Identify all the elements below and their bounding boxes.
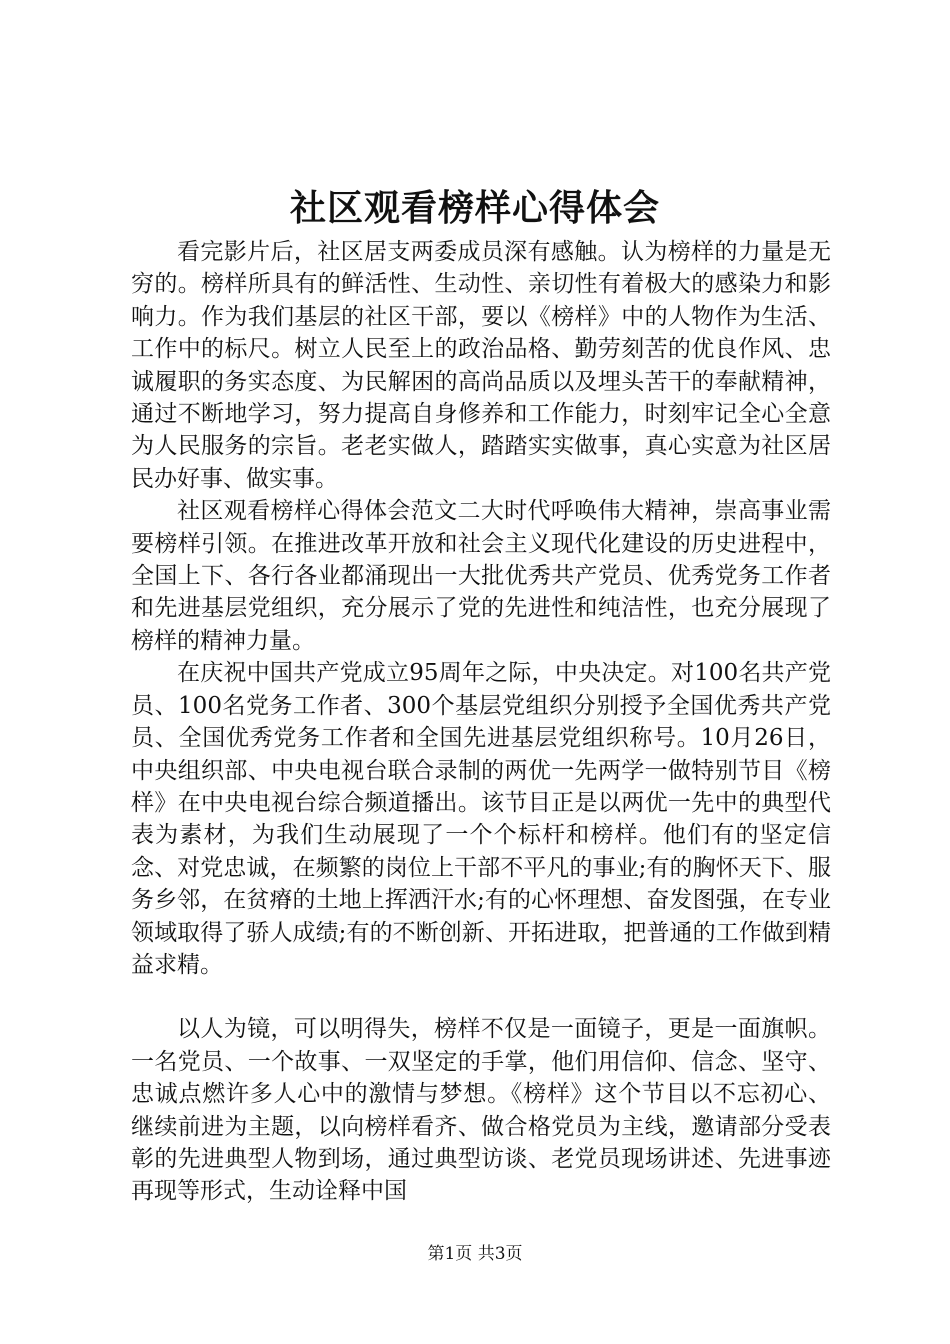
paragraph-2: 社区观看榜样心得体会范文二大时代呼唤伟大精神，崇高事业需要榜样引领。在推进改革开放和社会主义现代化建设的历史进程中，全国上下、各行各业都涌现出一大批优秀共产党员、优秀党务工作者和先进基层党组织，充分展示了党的先进性和纯洁性，也充分展现了榜样的精神力量。 xyxy=(131,498,831,654)
page-footer: 第1页 共3页 xyxy=(427,1244,523,1264)
paragraph-1: 看完影片后，社区居支两委成员深有感触。认为榜样的力量是无穷的。榜样所具有的鲜活性、生动性、亲切性有着极大的感染力和影响力。作为我们基层的社区干部，要以《榜样》中的人物作为生活、工作中的标尺。树立人民至上的政治品格、勤劳刻苦的优良作风、忠诚履职的务实态度、为民解困的高尚品质以及埋头苦干的奉献精神，通过不断地学习，努力提高自身修养和工作能力，时刻牢记全心全意为人民服务的宗旨。老老实做人，踏踏实实做事，真心实意为社区居民办好事、做实事。 xyxy=(131,239,831,492)
document-body xyxy=(131,236,831,1208)
paragraph-4: 以人为镜，可以明得失，榜样不仅是一面镜子，更是一面旗帜。一名党员、一个故事、一双坚定的手掌，他们用信仰、信念、坚守、忠诚点燃许多人心中的激情与梦想。《榜样》这个节目以不忘初心、继续前进为主题，以向榜样看齐、做合格党员为主线，邀请部分受表彰的先进典型人物到场，通过典型访谈、老党员现场讲述、先进事迹再现等形式，生动诠释中国 xyxy=(131,1016,831,1205)
document-title: 社区观看榜样心得体会 xyxy=(289,187,660,229)
paragraph-3: 在庆祝中国共产党成立95周年之际，中央决定。对100名共产党员、100名党务工作者、300个基层党组织分别授予全国优秀共产党员、全国优秀党务工作者和全国先进基层党组织称号。10月26日，中央组织部、中央电视台联合录制的两优一先两学一做特别节目《榜样》在中央电视台综合频道播出。该节目正是以两优一先中的典型代表为素材，为我们生动展现了一个个标杆和榜样。他们有的坚定信念、对党忠诚，在频繁的岗位上干部不平凡的事业;有的胸怀天下、服务乡邻，在贫瘠的土地上挥洒汗水;有的心怀理想、奋发图强，在专业领域取得了骄人成绩;有的不断创新、开拓进取，把普通的工作做到精益求精。 xyxy=(131,660,831,978)
